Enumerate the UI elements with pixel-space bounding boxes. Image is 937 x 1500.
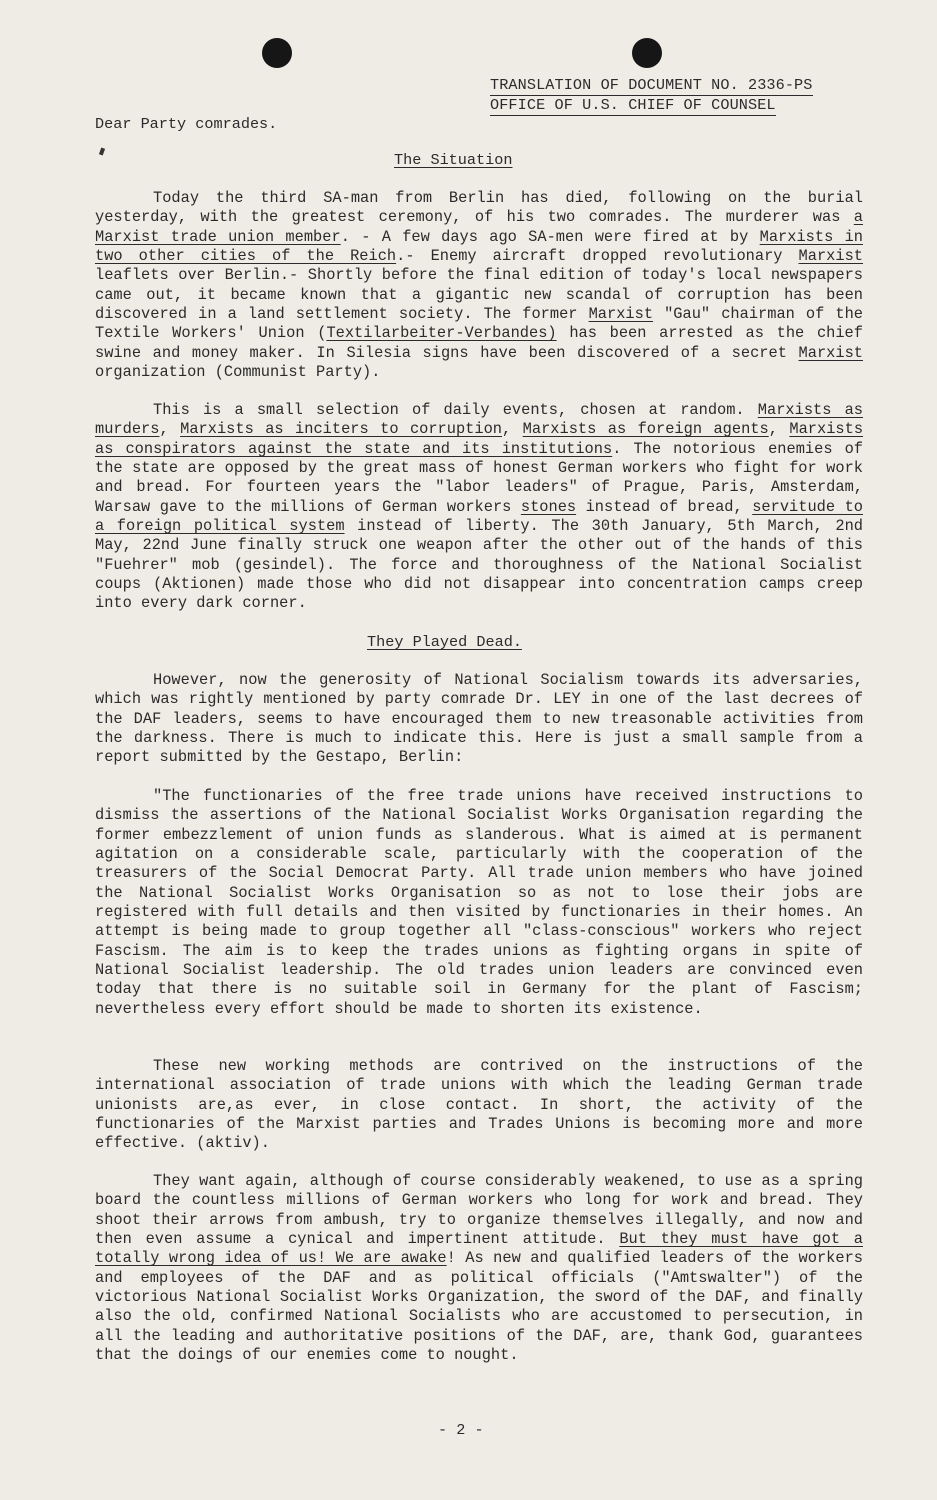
- punch-hole-left: [262, 38, 292, 68]
- punch-hole-right: [632, 38, 662, 68]
- page-number: - 2 -: [438, 1421, 484, 1439]
- header-office-line: OFFICE OF U.S. CHIEF OF COUNSEL: [490, 96, 776, 114]
- paragraph-situation-2: This is a small selection of daily events, chosen at random. Marxists as murders, Marxists as inciters to corruption, Marxists as foreign agents, Marxists as conspirators against the state and its institutions. The notorious enemies of the state are opposed by the great mass of honest German workers who fight for work and bread. For fourteen years the "labor leaders" of Prague, Paris, Amsterdam, Warsaw gave to the millions of German workers stones instead of bread, servitude to a foreign political system instead of liberty. The 30th January, 5th March, 2nd May, 22nd June finally struck one weapon after the other out of the hands of this "Fuehrer" mob (gesindel). The force and thoroughness of the National Socialist coups (Aktionen) made those who did not disappear into concentration camps creep into every dark corner.: [95, 401, 864, 613]
- heading-they-played-dead: They Played Dead.: [367, 633, 522, 651]
- ink-mark: [99, 148, 105, 156]
- document-header: [490, 76, 813, 116]
- heading-the-situation: The Situation: [394, 151, 513, 169]
- greeting: Dear Party comrades.: [95, 115, 278, 133]
- quote-gestapo-report: "The functionaries of the free trade unions have received instructions to dismiss the assertions of the National Socialist Works Organisation regarding the former embezzlement of union funds as slanderous. What is aimed at is permanent agitation on a considerable scale, particularly with the cooperation of the treasurers of the Social Democrat Party. All trade union members who have joined the National Socialist Works Organisation so as not to lose their jobs are registered with full details and then visited by functionaries in their homes. An attempt is being made to group together all "class-conscious" workers who reject Fascism. The aim is to keep the trades unions as fighting organs in spite of National Socialist leadership. The old trades union leaders are convinced even today that there is no suitable soil in Germany for the plant of Fascism; nevertheless every effort should be made to shorten its existence.: [95, 787, 863, 1018]
- paragraph-played-dead-2: These new working methods are contrived on the instructions of the international association of trade unions with which the leading German trade unionists are,as ever, in close contact. In short, the activity of the functionaries of the Marxist parties and Trades Unions is becoming more and more effective. (aktiv).: [95, 1057, 863, 1153]
- paragraph-played-dead-3: They want again, although of course considerably weakened, to use as a spring board the countless millions of German workers who long for work and bread. They shoot their arrows from ambush, try to organize themselves illegally, and now and then even assume a cynical and impertinent attitude. But they must have got a totally wrong idea of us! We are awake! As new and qualified leaders of the workers and employees of the DAF and as political officials ("Amtswalter") of the victorious National Socialist Works Organization, the sword of the DAF, and finally also the old, confirmed National Socialists who are accustomed to persecution, in all the leading and authoritative positions of the DAF, are, thank God, guarantees that the doings of our enemies come to nought.: [95, 1172, 863, 1365]
- header-translation-line: TRANSLATION OF DOCUMENT NO. 2336-PS: [490, 76, 813, 94]
- paragraph-situation-1: Today the third SA-man from Berlin has died, following on the burial yesterday, with the greatest ceremony, of his two comrades. The murderer was a Marxist trade union member. - A few days ago SA-men were fired at by Marxists in two other cities of the Reich.- Enemy aircraft dropped revolutionary Marxist leaflets over Berlin.- Shortly before the final edition of today's local newspapers came out, it became known that a gigantic new scandal of corruption has been discovered in a land settlement society. The former Marxist "Gau" chairman of the Textile Workers' Union (Textilarbeiter-Verbandes) has been arrested as the chief swine and money maker. In Silesia signs have been discovered of a secret Marxist organization (Communist Party).: [95, 189, 864, 382]
- paragraph-played-dead-1: However, now the generosity of National Socialism towards its adversaries, which was rightly mentioned by party comrade Dr. LEY in one of the last decrees of the DAF leaders, seems to have encouraged them to new treasonable activities from the darkness. There is much to indicate this. Here is just a small sample from a report submitted by the Gestapo, Berlin:: [95, 671, 863, 767]
